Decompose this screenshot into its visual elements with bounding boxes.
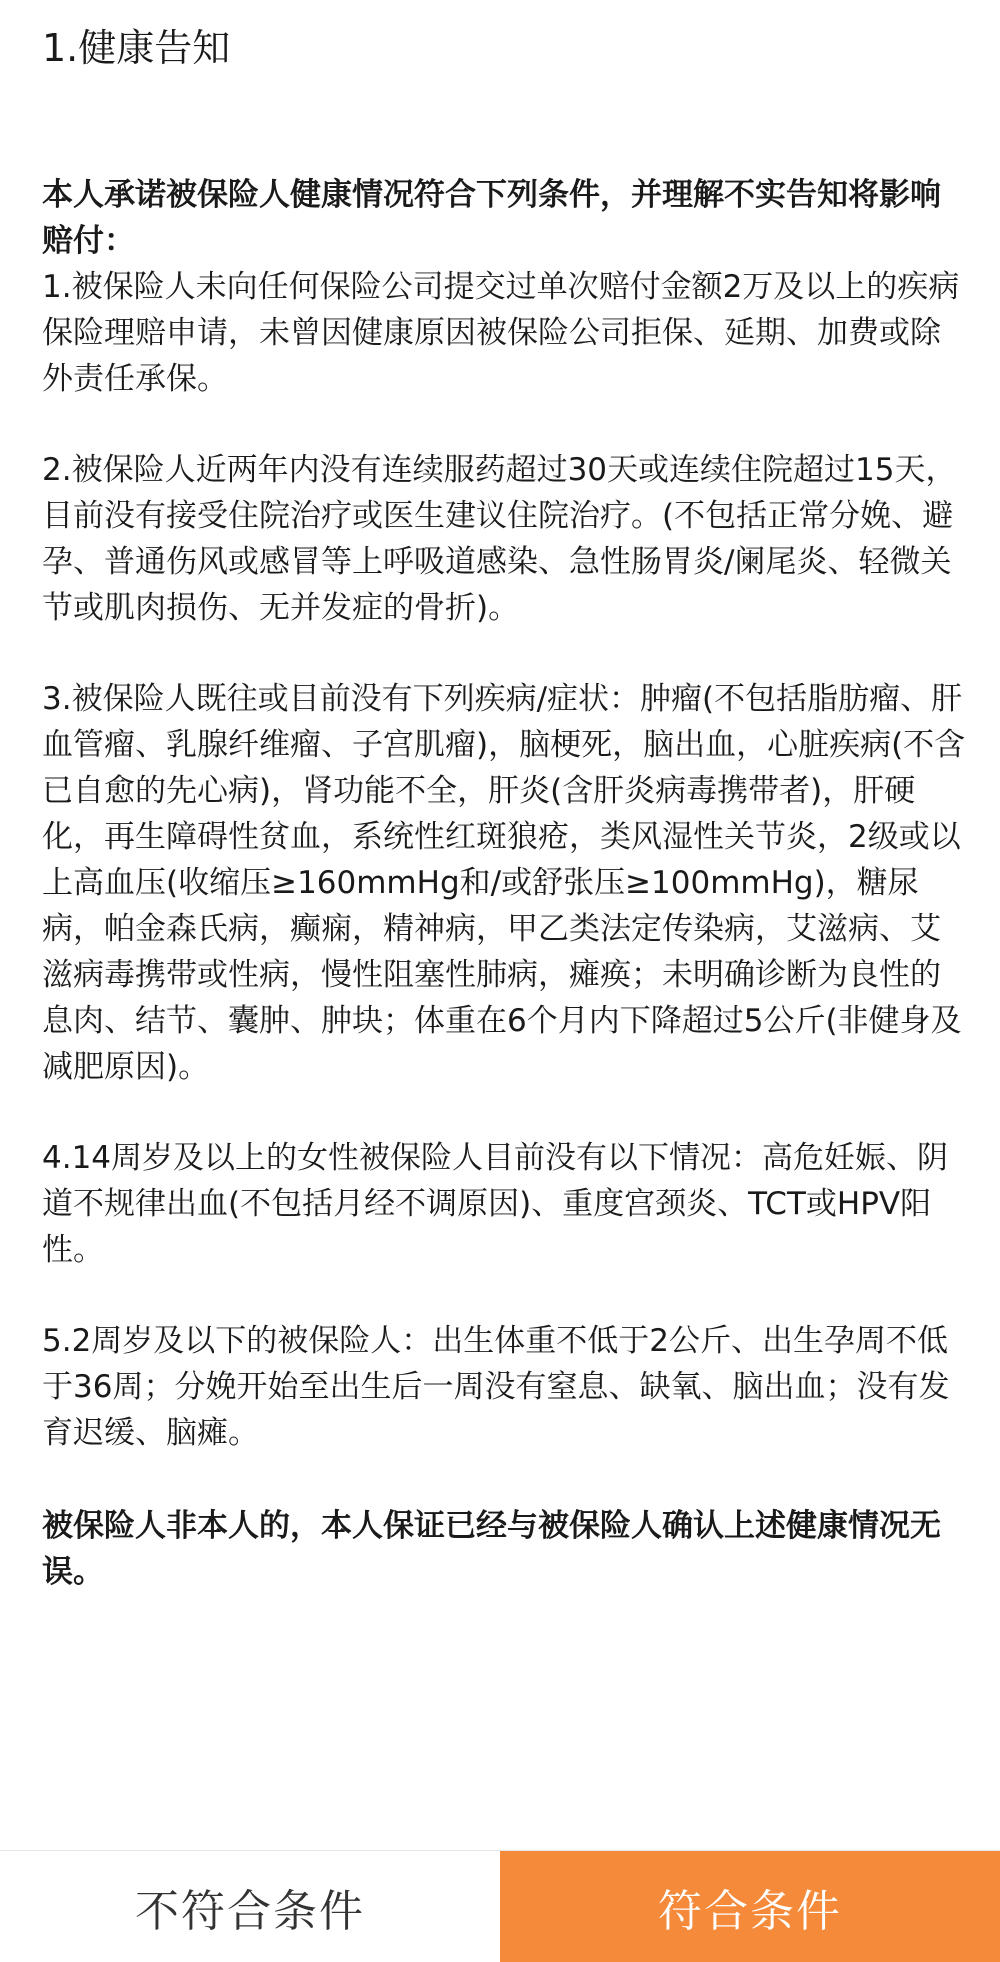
accept-button[interactable]: 符合条件 xyxy=(500,1851,1000,1962)
action-bar xyxy=(0,1850,1000,1962)
notice-item-2: 2.被保险人近两年内没有连续服药超过30天或连续住院超过15天，目前没有接受住院治疗或医生建议住院治疗。(不包括正常分娩、避孕、普通伤风或感冒等上呼吸道感染、急性肠胃炎/阑尾炎、轻微关节或肌肉损伤、无并发症的骨折)。 xyxy=(42,452,957,626)
notice-closing: 被保险人非本人的，本人保证已经与被保险人确认上述健康情况无误。 xyxy=(42,1508,941,1590)
notice-item-5: 5.2周岁及以下的被保险人：出生体重不低于2公斤、出生孕周不低于36周；分娩开始至出生后一周没有窒息、缺氧、脑出血；没有发育迟缓、脑瘫。 xyxy=(42,1323,950,1451)
notice-intro: 本人承诺被保险人健康情况符合下列条件，并理解不实告知将影响赔付： xyxy=(42,177,941,259)
notice-item-4: 4.14周岁及以上的女性被保险人目前没有以下情况：高危妊娠、阴道不规律出血(不包括月经不调原因)、重度宫颈炎、TCT或HPV阳性。 xyxy=(42,1140,949,1268)
section-title: 1.健康告知 xyxy=(42,26,231,70)
decline-button[interactable]: 不符合条件 xyxy=(0,1851,500,1962)
notice-item-3: 3.被保险人既往或目前没有下列疾病/症状：肿瘤(不包括脂肪瘤、肝血管瘤、乳腺纤维瘤、子宫肌瘤)，脑梗死，脑出血，心脏疾病(不含已自愈的先心病)，肾功能不全，肝炎(含肝炎病毒携带者)，肝硬化，再生障碍性贫血，系统性红斑狼疮，类风湿性关节炎，2级或以上高血压(收缩压≥160mmHg和/或舒张压≥100mmHg)，糖尿病，帕金森氏病，癫痫，精神病，甲乙类法定传染病，艾滋病、艾滋病毒携带或性病，慢性阻塞性肺病，瘫痪；未明确诊断为良性的息肉、结节、囊肿、肿块；体重在6个月内下降超过5公斤(非健身及减肥原因)。 xyxy=(42,681,966,1085)
notice-item-1: 1.被保险人未向任何保险公司提交过单次赔付金额2万及以上的疾病保险理赔申请，未曾因健康原因被保险公司拒保、延期、加费或除外责任承保。 xyxy=(42,269,960,397)
